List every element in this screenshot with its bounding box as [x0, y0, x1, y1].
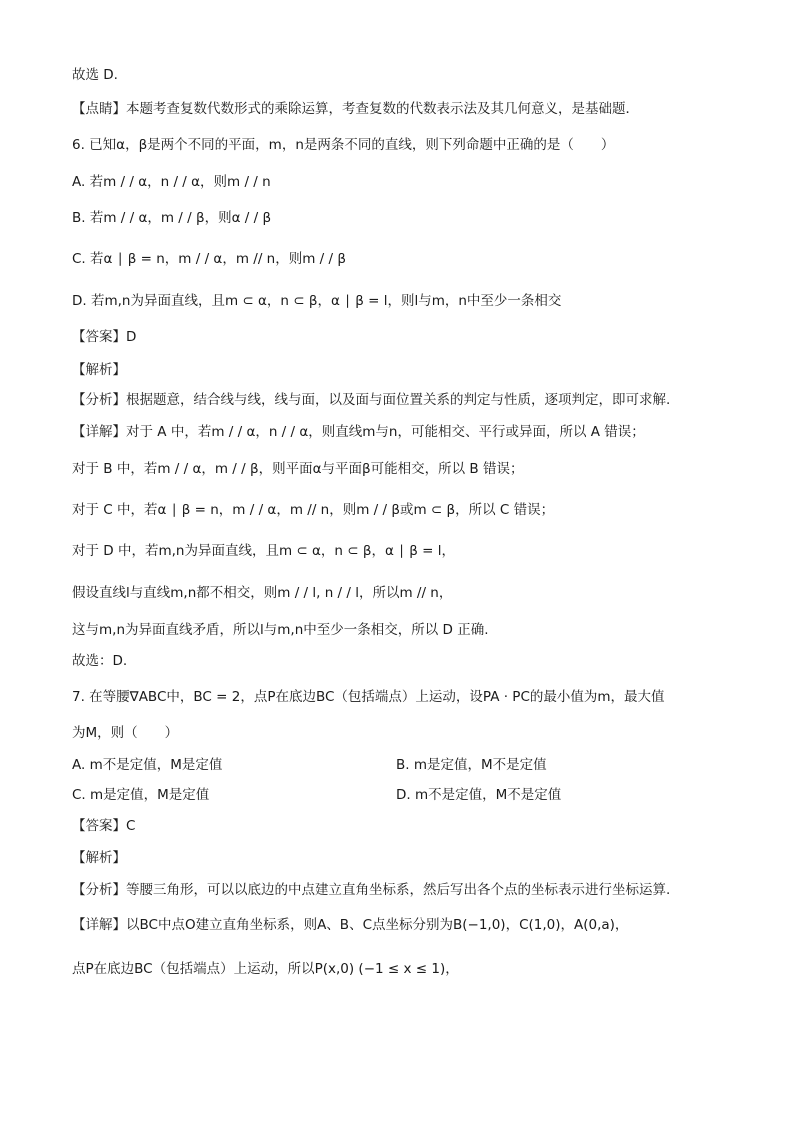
- answer-7: 【答案】C: [72, 818, 136, 834]
- question-6-stem: 6. 已知α，β是两个不同的平面，m，n是两条不同的直线，则下列命题中正确的是（ ）: [72, 137, 615, 153]
- choice-6: 故选：D.: [72, 653, 128, 669]
- detail-6-c: 对于 C 中，若α ∣ β = n，m / / α，m // n，则m / / β或m ⊂ β，所以 C 错误；: [72, 502, 555, 518]
- question-7-option-b: B. m是定值，M不是定值: [396, 757, 547, 773]
- detail-6-assume: 假设直线l与直线m,n都不相交，则m / / l, n / / l，所以m // n，: [72, 585, 453, 601]
- question-7-option-c: C. m是定值，M是定值: [72, 787, 210, 803]
- question-6-option-c: C. 若α ∣ β = n，m / / α，m // n，则m / / β: [72, 251, 346, 267]
- analysis-6: 【分析】根据题意，结合线与线，线与面，以及面与面位置关系的判定与性质，逐项判定，即可求解.: [72, 392, 671, 408]
- question-7-stem-cont: 为M，则（ ）: [72, 725, 179, 741]
- detail-6-conclusion: 这与m,n为异面直线矛盾，所以l与m,n中至少一条相交，所以 D 正确.: [72, 622, 489, 638]
- detail-6-a: 【详解】对于 A 中，若m / / α，n / / α，则直线m与n，可能相交、平行或异面，所以 A 错误；: [72, 424, 645, 440]
- detail-6-b: 对于 B 中，若m / / α，m / / β，则平面α与平面β可能相交，所以 B 错误；: [72, 461, 524, 477]
- question-6-option-b: B. 若m / / α，m / / β，则α / / β: [72, 210, 272, 226]
- detail-6-d: 对于 D 中，若m,n为异面直线，且m ⊂ α，n ⊂ β，α ∣ β = l，: [72, 543, 455, 559]
- analysis-7: 【分析】等腰三角形，可以以底边的中点建立直角坐标系，然后写出各个点的坐标表示进行坐标运算.: [72, 882, 671, 898]
- answer-6: 【答案】D: [72, 329, 137, 345]
- detail-7-point-p: 点P在底边BC（包括端点）上运动，所以P(x,0) (−1 ≤ x ≤ 1)，: [72, 961, 459, 977]
- detail-7-coordinates: 【详解】以BC中点O建立直角坐标系，则A、B、C点坐标分别为B(−1,0)，C(1,0)，A(0,a)，: [72, 917, 629, 933]
- text-line-1: 故选 D.: [72, 67, 118, 83]
- question-7-stem: 7. 在等腰∇ABC中，BC = 2，点P在底边BC（包括端点）上运动，设PA · PC的最小值为m，最大值: [72, 689, 665, 705]
- question-6-option-d: D. 若m,n为异面直线，且m ⊂ α，n ⊂ β，α ∣ β = l，则l与m，n中至少一条相交: [72, 293, 562, 309]
- question-7-option-d: D. m不是定值，M不是定值: [396, 787, 562, 803]
- text-line-2: 【点睛】本题考查复数代数形式的乘除运算，考查复数的代数表示法及其几何意义，是基础题．: [72, 101, 639, 117]
- question-7-option-a: A. m不是定值，M是定值: [72, 757, 223, 773]
- analysis-heading-7: 【解析】: [72, 850, 126, 866]
- question-6-option-a: A. 若m / / α，n / / α，则m / / n: [72, 174, 271, 190]
- analysis-heading-6: 【解析】: [72, 362, 126, 378]
